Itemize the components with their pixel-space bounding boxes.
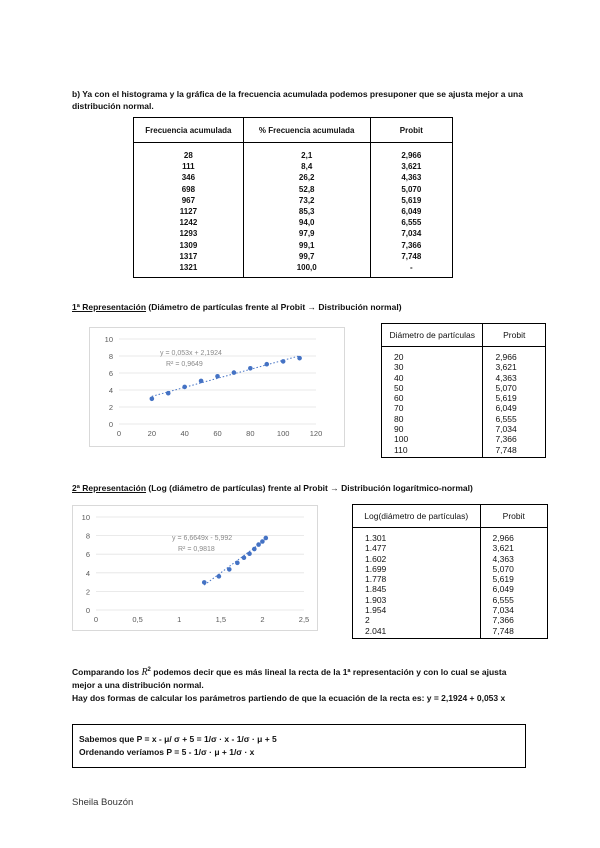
table-row [382,445,546,458]
chart-2 [72,505,318,631]
y-tick-label: 10 [81,513,90,522]
table-cell: 100,0 [243,262,370,278]
x-tick-label: 80 [246,429,255,438]
x-tick-label: 20 [147,429,157,438]
table-cell: 1309 [134,240,244,251]
table-cell: 2,1 [243,143,370,162]
y-tick-label: 0 [85,606,90,615]
table-row [134,184,453,195]
data-point [150,396,155,401]
table-cell: 698 [134,184,244,195]
rep2-header-probit: Probit [480,505,547,528]
y-tick-label: 6 [85,550,90,560]
x-tick-label: 100 [276,429,290,438]
r-squared-exponent: 2 [147,667,151,673]
table-cell: 7,034 [370,228,452,239]
intro-paragraph [72,88,542,112]
y-tick-label: 8 [85,531,90,541]
trendline-equation: y = 6,6649x - 5,992 [172,535,233,542]
conclusion-line-3: Hay dos formas de calcular los parámetros partiendo de que la ecuación de la recta es: y = 2,1924 + 0,053 x [72,692,506,703]
table-cell: 2.041 [353,626,481,639]
rep1-heading-text: (Diámetro de partículas frente al Probit → Distribución normal) [146,302,402,312]
table-cell: 1.602 [353,554,481,564]
chart-1 [89,327,345,447]
table-cell: 4,363 [483,373,546,383]
table-cell: 8,4 [243,161,370,172]
conclusion-paragraph [72,664,542,704]
intro-line-2: distribución normal. [72,101,154,111]
y-tick-label: 0 [108,420,113,429]
table-cell: 6,049 [483,403,546,413]
conclusion-line-1 [72,664,542,679]
table-cell: 5,070 [483,383,546,393]
data-point [215,374,220,379]
table-cell: 1.845 [353,584,481,594]
table-row [353,564,548,574]
y-tick-label: 2 [108,403,113,412]
table-cell: 7,748 [370,251,452,262]
data-point [248,366,253,371]
rep2-table [352,504,548,639]
y-tick-label: 2 [85,587,90,597]
table-row [134,228,453,239]
rep2-heading-label: 2ª Representación [72,483,147,493]
table-cell: 60 [382,393,483,403]
data-point [182,385,187,390]
table-row [382,362,546,372]
data-point [232,370,237,375]
table-cell: 1.477 [353,543,481,553]
table-cell: 70 [382,403,483,413]
table-cell: 6,555 [480,595,547,605]
freq-header-probit: Probit [370,118,452,143]
data-point [235,561,240,566]
data-point [199,379,204,384]
table-cell: 1317 [134,251,244,262]
table-cell: 346 [134,172,244,183]
table-cell: 6,555 [483,414,546,424]
r-squared-label: R² = 0,9649 [166,361,203,368]
table-cell: 99,7 [243,251,370,262]
table-row [134,217,453,228]
table-cell: 99,1 [243,240,370,251]
table-cell: 967 [134,195,244,206]
table-cell: 1293 [134,228,244,239]
table-cell: 110 [382,445,483,458]
table-cell: 2,966 [483,347,546,363]
table-cell: 1321 [134,262,244,278]
table-cell: 111 [134,161,244,172]
table-row [382,424,546,434]
table-cell: 94,0 [243,217,370,228]
table-cell: 2,966 [370,143,452,162]
table-cell: 6,049 [370,206,452,217]
table-cell: 3,621 [483,362,546,372]
table-cell: 20 [382,347,483,363]
table-row [353,574,548,584]
table-row [134,195,453,206]
x-tick-label: 120 [309,429,323,438]
x-tick-label: 1,5 [215,615,227,624]
data-point [281,359,286,364]
x-tick-label: 2,5 [298,615,310,624]
table-row [353,543,548,553]
table-cell: 4,363 [370,172,452,183]
x-tick-label: 1 [177,615,182,624]
table-row [134,206,453,217]
data-point [297,356,302,361]
table-cell: 7,748 [483,445,546,458]
table-row [382,373,546,383]
rep1-heading [72,301,402,313]
table-cell: 5,070 [370,184,452,195]
table-cell: 6,049 [480,584,547,594]
formula-line-1: Sabemos que P = x - μ/ σ + 5 = 1/σ · x - 1/σ · μ + 5 [79,734,277,744]
rep1-table [381,323,546,458]
table-cell: - [370,262,452,278]
conclusion-line-1-end: podemos decir que es más lineal la recta de la 1ª representación y con lo cual se ajusta [150,666,507,677]
rep2-heading [72,482,473,494]
data-point [264,536,269,541]
table-cell: 5,619 [370,195,452,206]
table-row [134,251,453,262]
table-cell: 1127 [134,206,244,217]
table-cell: 6,555 [370,217,452,228]
table-row [134,143,453,162]
x-tick-label: 2 [260,615,265,624]
table-row [353,615,548,625]
data-point [252,547,257,552]
x-tick-label: 40 [180,429,189,438]
y-tick-label: 4 [108,386,113,395]
x-tick-label: 60 [213,429,222,438]
table-cell: 90 [382,424,483,434]
table-cell: 3,621 [370,161,452,172]
table-row [353,626,548,639]
table-row [382,347,546,363]
table-cell: 1.903 [353,595,481,605]
trendline-equation: y = 0,053x + 2,1924 [160,350,222,357]
table-row [382,383,546,393]
freq-header-cumulative: Frecuencia acumulada [134,118,244,143]
table-cell: 7,366 [480,615,547,625]
table-cell: 7,366 [370,240,452,251]
table-cell: 2,966 [480,528,547,544]
table-cell: 7,366 [483,434,546,444]
x-tick-label: 0 [116,429,122,438]
table-cell: 1.699 [353,564,481,574]
r-squared-label: R² = 0,9818 [178,546,215,553]
table-cell: 97,9 [243,228,370,239]
table-row [382,414,546,424]
table-cell: 100 [382,434,483,444]
table-row [353,528,548,544]
table-row [382,393,546,403]
table-row [353,584,548,594]
table-row [134,172,453,183]
table-cell: 30 [382,362,483,372]
data-point [242,555,247,560]
frequency-table [133,117,453,278]
table-cell: 2 [353,615,481,625]
table-cell: 7,034 [483,424,546,434]
table-cell: 50 [382,383,483,393]
table-cell: 80 [382,414,483,424]
data-point [260,539,265,544]
footer-author: Sheila Bouzón [72,797,134,808]
rep2-heading-text: (Log (diámetro de partículas) frente al Probit → Distribución logarítmico-normal) [146,483,473,493]
table-row [382,434,546,444]
conclusion-line-1-start: Comparando los [72,666,142,677]
data-point [202,580,207,585]
data-point [256,542,261,547]
table-cell: 28 [134,143,244,162]
table-cell: 52,8 [243,184,370,195]
data-point [227,567,232,572]
table-row [353,605,548,615]
formula-line-2: Ordenando veríamos P = 5 - 1/σ · μ + 1/σ · x [79,747,255,757]
table-row [382,403,546,413]
y-tick-label: 4 [85,568,90,578]
table-row [134,161,453,172]
table-cell: 1.778 [353,574,481,584]
rep1-header-probit: Probit [483,324,546,347]
rep2-header-log-diameter: Log(diámetro de partículas) [353,505,481,528]
table-cell: 26,2 [243,172,370,183]
table-cell: 85,3 [243,206,370,217]
table-cell: 5,619 [480,574,547,584]
rep1-header-diameter: Diámetro de partículas [382,324,483,347]
table-cell: 1242 [134,217,244,228]
table-row [353,554,548,564]
x-tick-label: 0,5 [132,615,143,624]
table-cell: 1.954 [353,605,481,615]
table-row [353,595,548,605]
y-tick-label: 6 [108,369,113,378]
rep1-heading-label: 1ª Representación [72,302,147,312]
r-squared-symbol: R [141,666,148,678]
y-tick-label: 8 [108,352,113,361]
data-point [247,551,252,556]
freq-header-percent: % Frecuencia acumulada [243,118,370,143]
table-cell: 5,070 [480,564,547,574]
table-cell: 4,363 [480,554,547,564]
table-cell: 7,034 [480,605,547,615]
formula-box [72,724,526,768]
intro-line-1: b) Ya con el histograma y la gráfica de la frecuencia acumulada podemos presuponer que se ajusta mejor a una [72,89,523,99]
table-cell: 40 [382,373,483,383]
data-point [166,391,171,396]
table-cell: 7,748 [480,626,547,639]
data-point [264,362,269,367]
data-point [217,574,222,579]
table-cell: 1.301 [353,528,481,544]
table-cell: 73,2 [243,195,370,206]
table-row [134,240,453,251]
table-row [134,262,453,278]
table-cell: 5,619 [483,393,546,403]
conclusion-line-2: mejor a una distribución normal. [72,679,204,690]
y-tick-label: 10 [104,335,113,344]
x-tick-label: 0 [93,615,99,624]
table-cell: 3,621 [480,543,547,553]
